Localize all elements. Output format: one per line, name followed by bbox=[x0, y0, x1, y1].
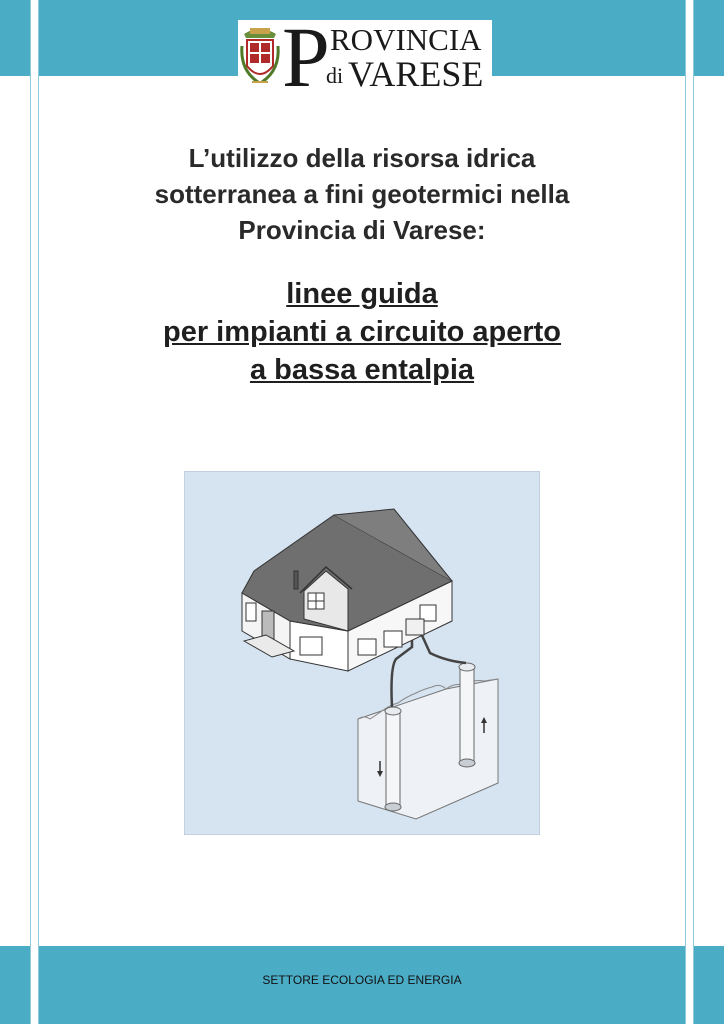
logo-provincia: ROVINCIA bbox=[330, 22, 482, 57]
document-title bbox=[60, 140, 664, 248]
header-band-left bbox=[0, 0, 30, 76]
title-line-1: L’utilizzo della risorsa idrica bbox=[188, 143, 536, 173]
footer-band-right bbox=[694, 946, 724, 1024]
logo-di: di bbox=[326, 63, 344, 88]
subtitle-line-2: per impianti a circuito aperto bbox=[162, 316, 562, 348]
footer-band-left bbox=[0, 946, 30, 1024]
frame-line-right-inner bbox=[685, 0, 686, 1024]
document-subtitle bbox=[60, 275, 664, 389]
header-band-right bbox=[694, 0, 724, 76]
frame-line-right-outer bbox=[693, 0, 694, 1024]
footer-department-label: SETTORE ECOLOGIA ED ENERGIA bbox=[262, 973, 462, 987]
frame-line-left-inner bbox=[38, 0, 39, 1024]
title-line-2: sotterranea a fini geotermici nella bbox=[154, 179, 570, 209]
provincia-varese-logo bbox=[238, 9, 492, 105]
logo-letter-p: P bbox=[282, 9, 330, 105]
subtitle-line-1: linee guida bbox=[286, 278, 438, 310]
title-line-3: Provincia di Varese: bbox=[238, 215, 486, 245]
logo-varese: VARESE bbox=[348, 54, 484, 94]
subtitle-line-3: a bassa entalpia bbox=[249, 354, 475, 386]
logo-wordmark bbox=[282, 9, 492, 105]
frame-line-left-outer bbox=[30, 0, 31, 1024]
house-geothermal-illustration bbox=[184, 471, 540, 835]
coat-of-arms-icon bbox=[238, 20, 282, 92]
